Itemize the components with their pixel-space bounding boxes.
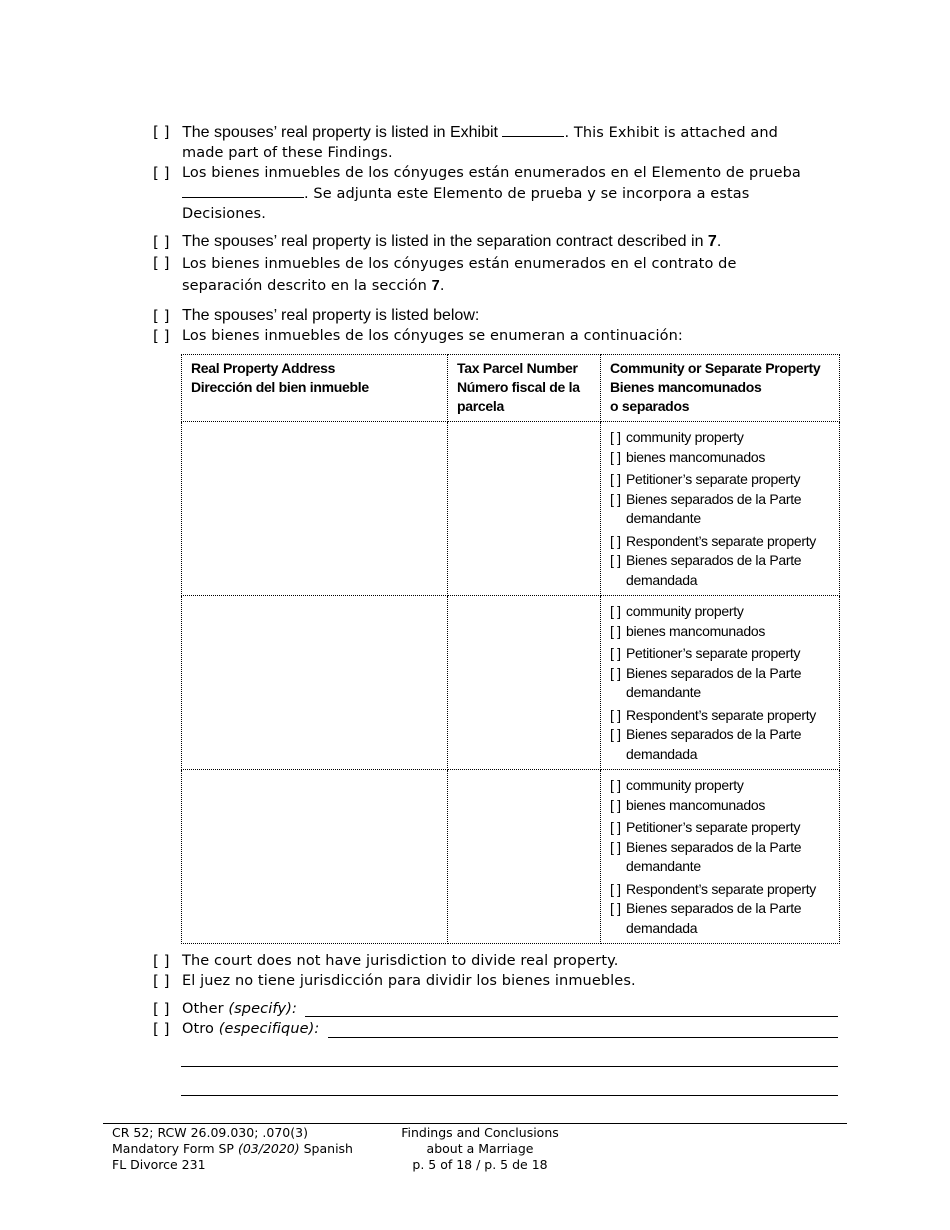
community-en-option[interactable]: [ ] community property xyxy=(610,777,744,793)
other-specify-line[interactable] xyxy=(305,1016,838,1017)
property-type-cell xyxy=(601,596,840,770)
exhibit-option xyxy=(153,122,843,224)
tax-parcel-cell[interactable] xyxy=(448,422,601,596)
exhibit-es-text: Los bienes inmuebles de los cónyuges están enumerados en el Elemento de prueba . Se adjunta este Elemento de prueba y se incorpora a estas Decisiones. xyxy=(182,165,801,222)
property-type-cell xyxy=(601,422,840,596)
respondent-es-option[interactable]: [ ] Bienes separados de la Parte demandada xyxy=(610,900,802,936)
other-extra-line-2[interactable] xyxy=(181,1095,838,1096)
table-row xyxy=(182,596,840,770)
respondent-en-option[interactable]: [ ] Respondent’s separate property xyxy=(610,880,816,897)
community-en-option[interactable]: [ ] community property xyxy=(610,603,744,619)
below-es-checkbox[interactable]: [ ] xyxy=(153,327,170,345)
respondent-es-option[interactable]: [ ] Bienes separados de la Parte demandada xyxy=(610,726,802,762)
petitioner-en-option[interactable]: [ ] Petitioner’s separate property xyxy=(610,471,801,487)
petitioner-es-option[interactable]: [ ] Bienes separados de la Parte demandante xyxy=(610,490,802,526)
footer-divider xyxy=(103,1123,847,1124)
other-es-checkbox[interactable]: [ ] xyxy=(153,1020,170,1038)
address-cell[interactable] xyxy=(182,422,448,596)
real-property-table xyxy=(181,354,840,944)
table-header-row xyxy=(182,355,840,422)
footer-title: Findings and Conclusions about a Marriage p. 5 of 18 / p. 5 de 18 xyxy=(380,1125,580,1173)
respondent-es-option[interactable]: [ ] Bienes separados de la Parte demandada xyxy=(610,552,802,588)
exhibit-letter-blank[interactable] xyxy=(502,122,564,137)
below-en-checkbox[interactable]: [ ] xyxy=(153,307,170,325)
contract-es-checkbox[interactable]: [ ] xyxy=(153,254,170,272)
other-en-checkbox[interactable]: [ ] xyxy=(153,1000,170,1018)
contract-en-checkbox[interactable]: [ ] xyxy=(153,233,170,251)
community-es-option[interactable]: [ ] bienes mancomunados xyxy=(610,448,766,465)
other-es-label: Otro (especifique): xyxy=(182,1021,320,1037)
address-cell[interactable] xyxy=(182,596,448,770)
respondent-en-option[interactable]: [ ] Respondent’s separate property xyxy=(610,706,816,723)
nojuris-es-text: El juez no tiene jurisdicción para dividir los bienes inmuebles. xyxy=(182,973,636,989)
nojuris-en-text: The court does not have jurisdiction to divide real property. xyxy=(182,953,619,969)
below-en-text: The spouses’ real property is listed below: xyxy=(182,307,480,324)
community-es-option[interactable]: [ ] bienes mancomunados xyxy=(610,796,766,813)
exhibit-en-text: The spouses’ real property is listed in Exhibit . This Exhibit is attached and made part of these Findings. xyxy=(182,124,778,161)
contract-es-text: Los bienes inmuebles de los cónyuges están enumerados en el contrato de separación descrito en la sección 7. xyxy=(182,256,737,294)
address-cell[interactable] xyxy=(182,770,448,944)
tax-parcel-cell[interactable] xyxy=(448,596,601,770)
respondent-en-option[interactable]: [ ] Respondent’s separate property xyxy=(610,532,816,549)
below-es-text: Los bienes inmuebles de los cónyuges se enumeran a continuación: xyxy=(182,328,683,344)
table-row xyxy=(182,770,840,944)
header-property-type: Community or Separate Property Bienes mancomunados o separados xyxy=(601,355,840,422)
nojuris-en-checkbox[interactable]: [ ] xyxy=(153,952,170,970)
page-number: p. 5 of 18 / p. 5 de 18 xyxy=(412,1157,548,1172)
header-tax-parcel: Tax Parcel Number Número fiscal de la parcela xyxy=(448,355,601,422)
petitioner-en-option[interactable]: [ ] Petitioner’s separate property xyxy=(610,819,801,835)
petitioner-en-option[interactable]: [ ] Petitioner’s separate property xyxy=(610,645,801,661)
below-option xyxy=(153,306,843,346)
community-en-option[interactable]: [ ] community property xyxy=(610,429,744,445)
table-row xyxy=(182,422,840,596)
no-jurisdiction-option xyxy=(153,951,843,991)
exhibit-es-checkbox[interactable]: [ ] xyxy=(153,164,170,182)
other-en-label: Other (specify): xyxy=(182,1001,297,1017)
header-address: Real Property Address Dirección del bien inmueble xyxy=(182,355,448,422)
exhibit-es-blank[interactable] xyxy=(182,183,304,198)
community-es-option[interactable]: [ ] bienes mancomunados xyxy=(610,622,766,639)
petitioner-es-option[interactable]: [ ] Bienes separados de la Parte demandante xyxy=(610,664,802,700)
tax-parcel-cell[interactable] xyxy=(448,770,601,944)
contract-option xyxy=(153,232,843,297)
other-extra-line-1[interactable] xyxy=(181,1066,838,1067)
exhibit-en-checkbox[interactable]: [ ] xyxy=(153,123,170,141)
contract-en-text: The spouses’ real property is listed in the separation contract described in 7. xyxy=(182,233,722,250)
footer-form-info: CR 52; RCW 26.09.030; .070(3) Mandatory Form SP (03/2020) Spanish FL Divorce 231 xyxy=(112,1125,353,1172)
property-type-cell xyxy=(601,770,840,944)
other-especifique-line[interactable] xyxy=(328,1037,838,1038)
nojuris-es-checkbox[interactable]: [ ] xyxy=(153,972,170,990)
petitioner-es-option[interactable]: [ ] Bienes separados de la Parte demandante xyxy=(610,838,802,874)
other-option xyxy=(153,999,843,1039)
